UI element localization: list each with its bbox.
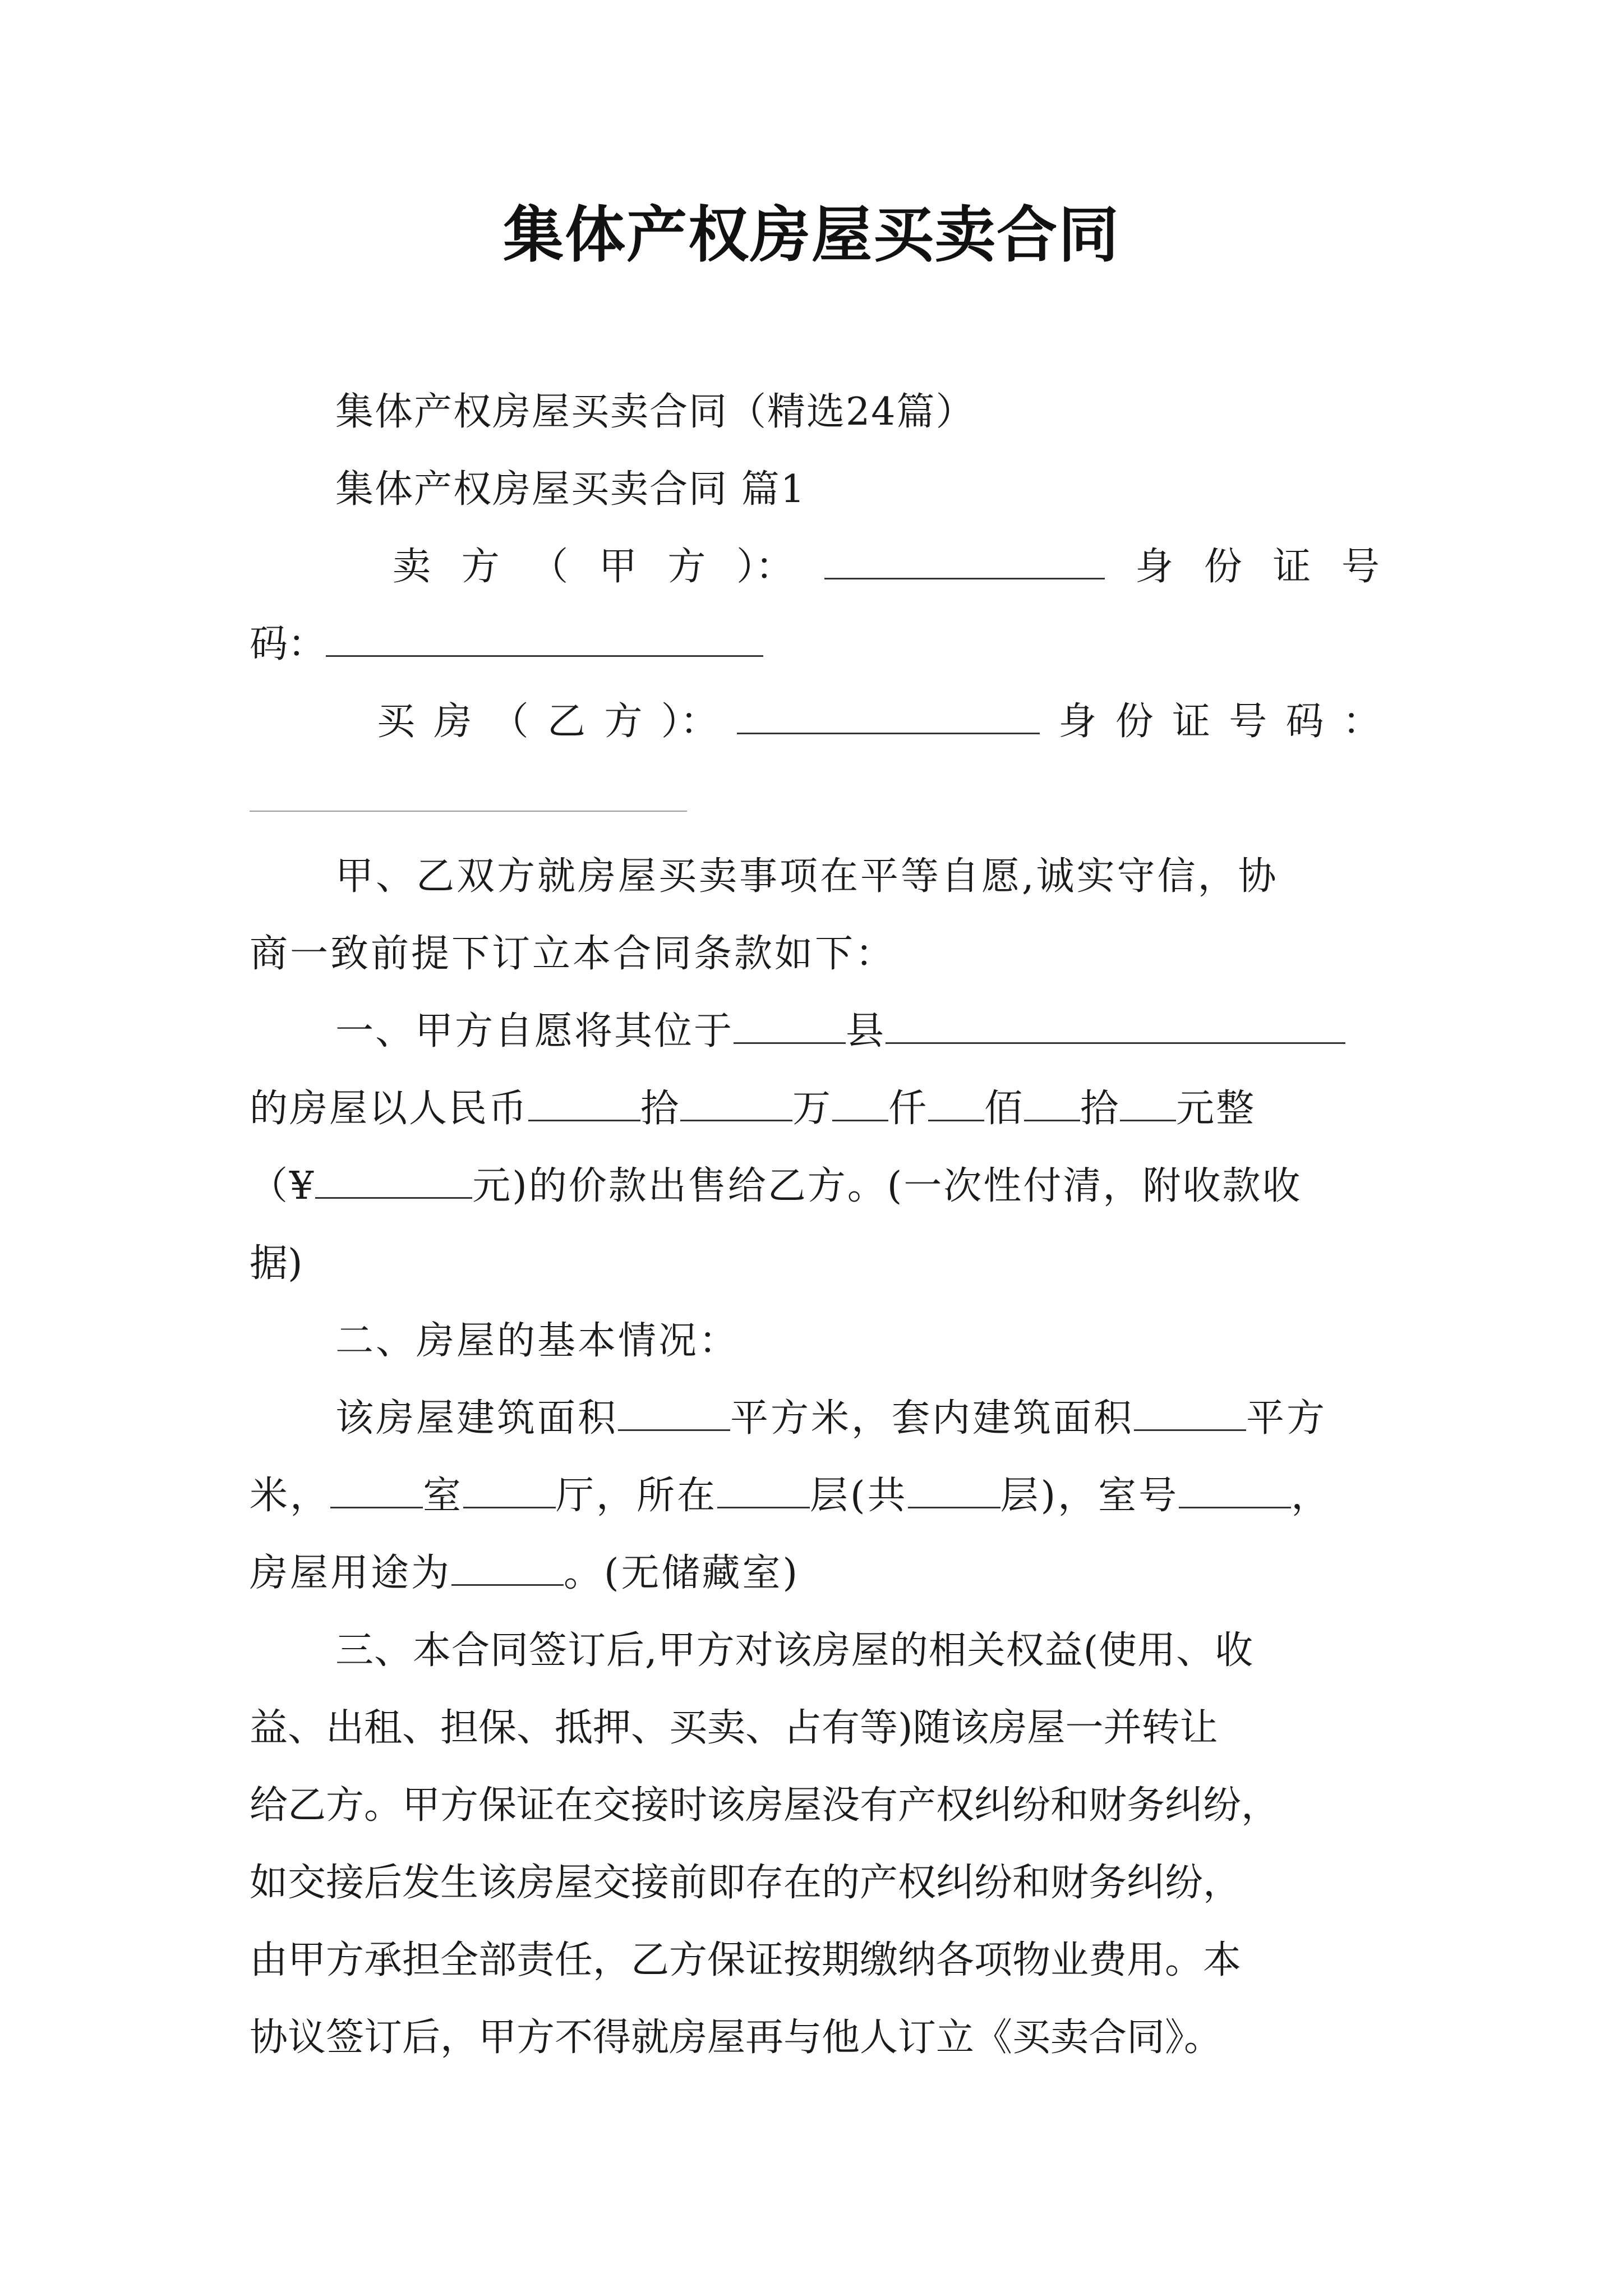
seller-name-blank[interactable] (824, 543, 1105, 579)
halls-blank[interactable] (463, 1472, 556, 1508)
clause-1-text: 一、甲方自愿将其位于 (335, 1009, 734, 1053)
buyer-line (377, 697, 1381, 747)
seller-id-label-char: 证 (1272, 545, 1311, 589)
room-number-blank[interactable] (1179, 1472, 1291, 1508)
price-unit: 元整 (1176, 1087, 1256, 1131)
price-unit: 佰 (984, 1087, 1025, 1131)
buyer-name-blank[interactable] (737, 698, 1040, 734)
clause-1-price-line (250, 1084, 1256, 1134)
price-label: 的房屋以人民币 (250, 1087, 529, 1131)
seller-id-line (250, 619, 763, 670)
buyer-label-char: ）： (661, 700, 718, 744)
seller-id-label-tail: 码： (250, 622, 326, 666)
amount-text: 元)的价款出售给乙方。(一次性付清，附收款收 (472, 1164, 1302, 1208)
clause-2-usage-line (250, 1548, 800, 1599)
county-blank[interactable] (734, 1007, 846, 1044)
rooms-text: 层(共 (810, 1474, 908, 1518)
rooms-text: 层)，室号 (1000, 1474, 1179, 1518)
area-label: 平方 (1246, 1396, 1327, 1441)
rooms-text: 米， (250, 1474, 331, 1518)
clause-3-line: 协议签订后，甲方不得就房屋再与他人订立《买卖合同》。 (250, 2016, 1223, 2060)
intro-paragraph-line: 商一致前提下订立本合同条款如下： (250, 932, 896, 976)
usage-text: 。(无储藏室) (564, 1551, 800, 1595)
amount-prefix: （¥ (250, 1164, 316, 1208)
seller-id-blank[interactable] (326, 620, 763, 657)
buyer-id-blank[interactable] (250, 776, 687, 812)
document-subtitle: 集体产权房屋买卖合同（精选24篇） (335, 390, 975, 434)
total-floors-blank[interactable] (908, 1472, 1000, 1508)
price-blank[interactable] (928, 1085, 984, 1121)
buyer-label-char: 房 (434, 700, 472, 744)
seller-label-char: （ (530, 545, 569, 589)
section-heading: 集体产权房屋买卖合同 篇1 (335, 467, 806, 512)
buyer-label-char: 买 (377, 700, 416, 744)
rooms-text: 厅，所在 (556, 1474, 718, 1518)
price-unit: 仟 (888, 1087, 929, 1131)
seller-id-label-char: 号 (1341, 545, 1380, 589)
inner-area-blank[interactable] (1134, 1395, 1246, 1431)
buyer-id-label-char: 号 (1229, 700, 1267, 744)
price-blank[interactable] (528, 1085, 640, 1121)
clause-2-rooms-line (250, 1471, 1331, 1521)
price-blank[interactable] (832, 1085, 888, 1121)
clause-1-amount-line (250, 1161, 1302, 1212)
buyer-label-char: 方 (604, 700, 643, 744)
clause-2-heading: 二、房屋的基本情况： (335, 1319, 740, 1363)
amount-blank[interactable] (315, 1162, 472, 1199)
buyer-label-char: 乙 (547, 700, 585, 744)
rooms-text: 室 (423, 1474, 464, 1518)
price-unit: 拾 (640, 1087, 681, 1131)
seller-label-char: 甲 (598, 545, 637, 589)
buyer-id-label-char: 份 (1115, 700, 1154, 744)
seller-label-char: 方 (667, 545, 706, 589)
price-blank[interactable] (680, 1085, 792, 1121)
building-area-blank[interactable] (618, 1395, 730, 1431)
buyer-id-label-char: 码 (1285, 700, 1324, 744)
clause-1-line (335, 1006, 1345, 1057)
seller-label-char: ）： (736, 545, 794, 589)
rooms-blank[interactable] (330, 1472, 423, 1508)
clause-3-line: 如交接后发生该房屋交接前即存在的产权纠纷和财务纠纷， (250, 1861, 1242, 1905)
intro-paragraph-line: 甲、乙双方就房屋买卖事项在平等自愿,诚实守信，协 (335, 854, 1279, 899)
clause-3-line: 给乙方。甲方保证在交接时该房屋没有产权纠纷和财务纠纷， (250, 1783, 1280, 1828)
buyer-id-label-char: 身 (1058, 700, 1097, 744)
price-blank[interactable] (1120, 1085, 1176, 1121)
clause-3-line: 益、出租、担保、抵押、买卖、占有等)随该房屋一并转让 (250, 1706, 1218, 1750)
buyer-id-label-char: ： (1342, 700, 1381, 744)
page-title: 集体产权房屋买卖合同 (502, 200, 1120, 270)
location-blank[interactable] (886, 1007, 1345, 1044)
buyer-label-char: （ (490, 700, 529, 744)
area-label: 该房屋建筑面积 (335, 1396, 619, 1441)
area-label: 平方米，套内建筑面积 (730, 1396, 1135, 1441)
price-unit: 万 (792, 1087, 833, 1131)
buyer-id-label-char: 证 (1172, 700, 1210, 744)
usage-label: 房屋用途为 (250, 1551, 452, 1595)
clause-3-line: 由甲方承担全部责任，乙方保证按期缴纳各项物业费用。本 (250, 1938, 1242, 1982)
clause-2-area-line (335, 1393, 1327, 1444)
price-unit: 拾 (1080, 1087, 1121, 1131)
rooms-text: ， (1291, 1474, 1332, 1518)
seller-line (393, 542, 1380, 592)
seller-id-label-char: 份 (1204, 545, 1242, 589)
price-blank[interactable] (1024, 1085, 1080, 1121)
seller-label-char: 方 (461, 545, 500, 589)
clause-3-line: 三、本合同签订后,甲方对该房屋的相关权益(使用、收 (335, 1628, 1254, 1673)
usage-blank[interactable] (451, 1549, 564, 1586)
seller-label-char: 卖 (393, 545, 431, 589)
floor-blank[interactable] (717, 1472, 810, 1508)
seller-id-label-char: 身 (1135, 545, 1174, 589)
buyer-id-line (250, 774, 687, 825)
clause-1-end-line: 据) (250, 1241, 303, 1286)
clause-1-text: 县 (846, 1009, 886, 1053)
